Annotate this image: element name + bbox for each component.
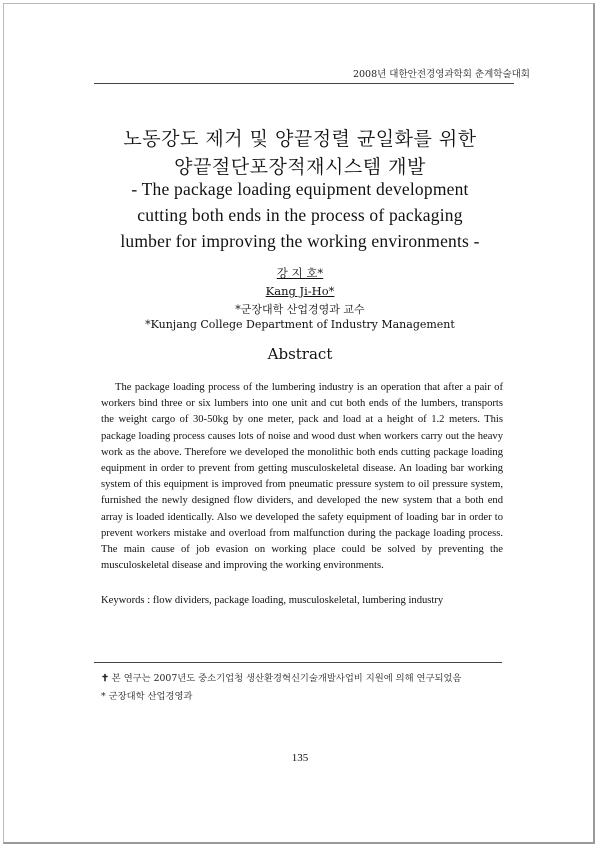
keywords-values: flow dividers, package loading, musculoskeletal, lumbering industry — [152, 595, 444, 606]
header-rule — [94, 83, 514, 84]
footnote-2-mark: * — [101, 691, 106, 702]
title-korean-line1: 노동강도 제거 및 양끝정렬 균일화를 위한 — [123, 128, 477, 150]
footnote-1 — [101, 670, 461, 684]
affiliation-english: *Kunjang College Department of Industry Management — [145, 318, 455, 331]
keywords-label: Keywords — [101, 595, 145, 606]
author-name-english-text: Kang Ji-Ho* — [265, 284, 335, 298]
title-english-line1: - The package loading equipment development — [131, 179, 469, 199]
footnote-2 — [101, 688, 192, 702]
author-name-english — [0, 284, 600, 298]
title-english-line3: lumber for improving the working environments - — [120, 231, 480, 251]
title-english-line2: cutting both ends in the process of packaging — [137, 205, 463, 225]
footnote-rule — [94, 662, 502, 663]
title-korean-line2: 양끝절단포장적재시스템 개발 — [174, 156, 426, 178]
keywords-line — [101, 595, 521, 606]
abstract-heading: Abstract — [267, 345, 333, 363]
abstract-body: The package loading process of the lumbering industry is an operation that after a pair of workers bind three or six lumbers into one unit and cut both ends of the lumbers, transports the weight cargo of 30-50kg by one meter, pack and load at a height of 1.2 meters. This package loading process causes lots of noise and wood dust when workers carry out the heavy work as the above. Therefore we developed the monolithic both ends cutting package loading equipment in order to prevent from getting musculoskeletal disease. An loading bar working system of this equipment is improved from pneumatic pressure system to oil pressure system, furnished the newly designed flow dividers, and developed the new system that a both end array is loaded identically. Also we developed the safety equipment of loading bar in order to prevent workers mistake and overload from malfunction during the package loading process. The main cause of job evasion on working place could be solved by preventing the musculoskeletal disease and improving the working environments. — [101, 382, 503, 572]
author-name-korean-text: 강 지 호* — [276, 266, 324, 280]
affiliation-korean: *군장대학 산업경영과 교수 — [235, 303, 365, 316]
page-number: 135 — [291, 752, 309, 764]
footnote-1-text: 본 연구는 2007년도 중소기업청 생산환경혁신기술개발사업비 지원에 의해 연구되었음 — [111, 673, 462, 684]
keywords-separator: : — [144, 595, 153, 606]
running-header: 2008년 대한안전경영과학회 춘계학술대회 — [352, 69, 530, 80]
footnote-1-mark: ✝ — [101, 673, 109, 684]
footnote-2-text: 군장대학 산업경영과 — [108, 691, 193, 702]
author-name-korean — [0, 265, 600, 281]
